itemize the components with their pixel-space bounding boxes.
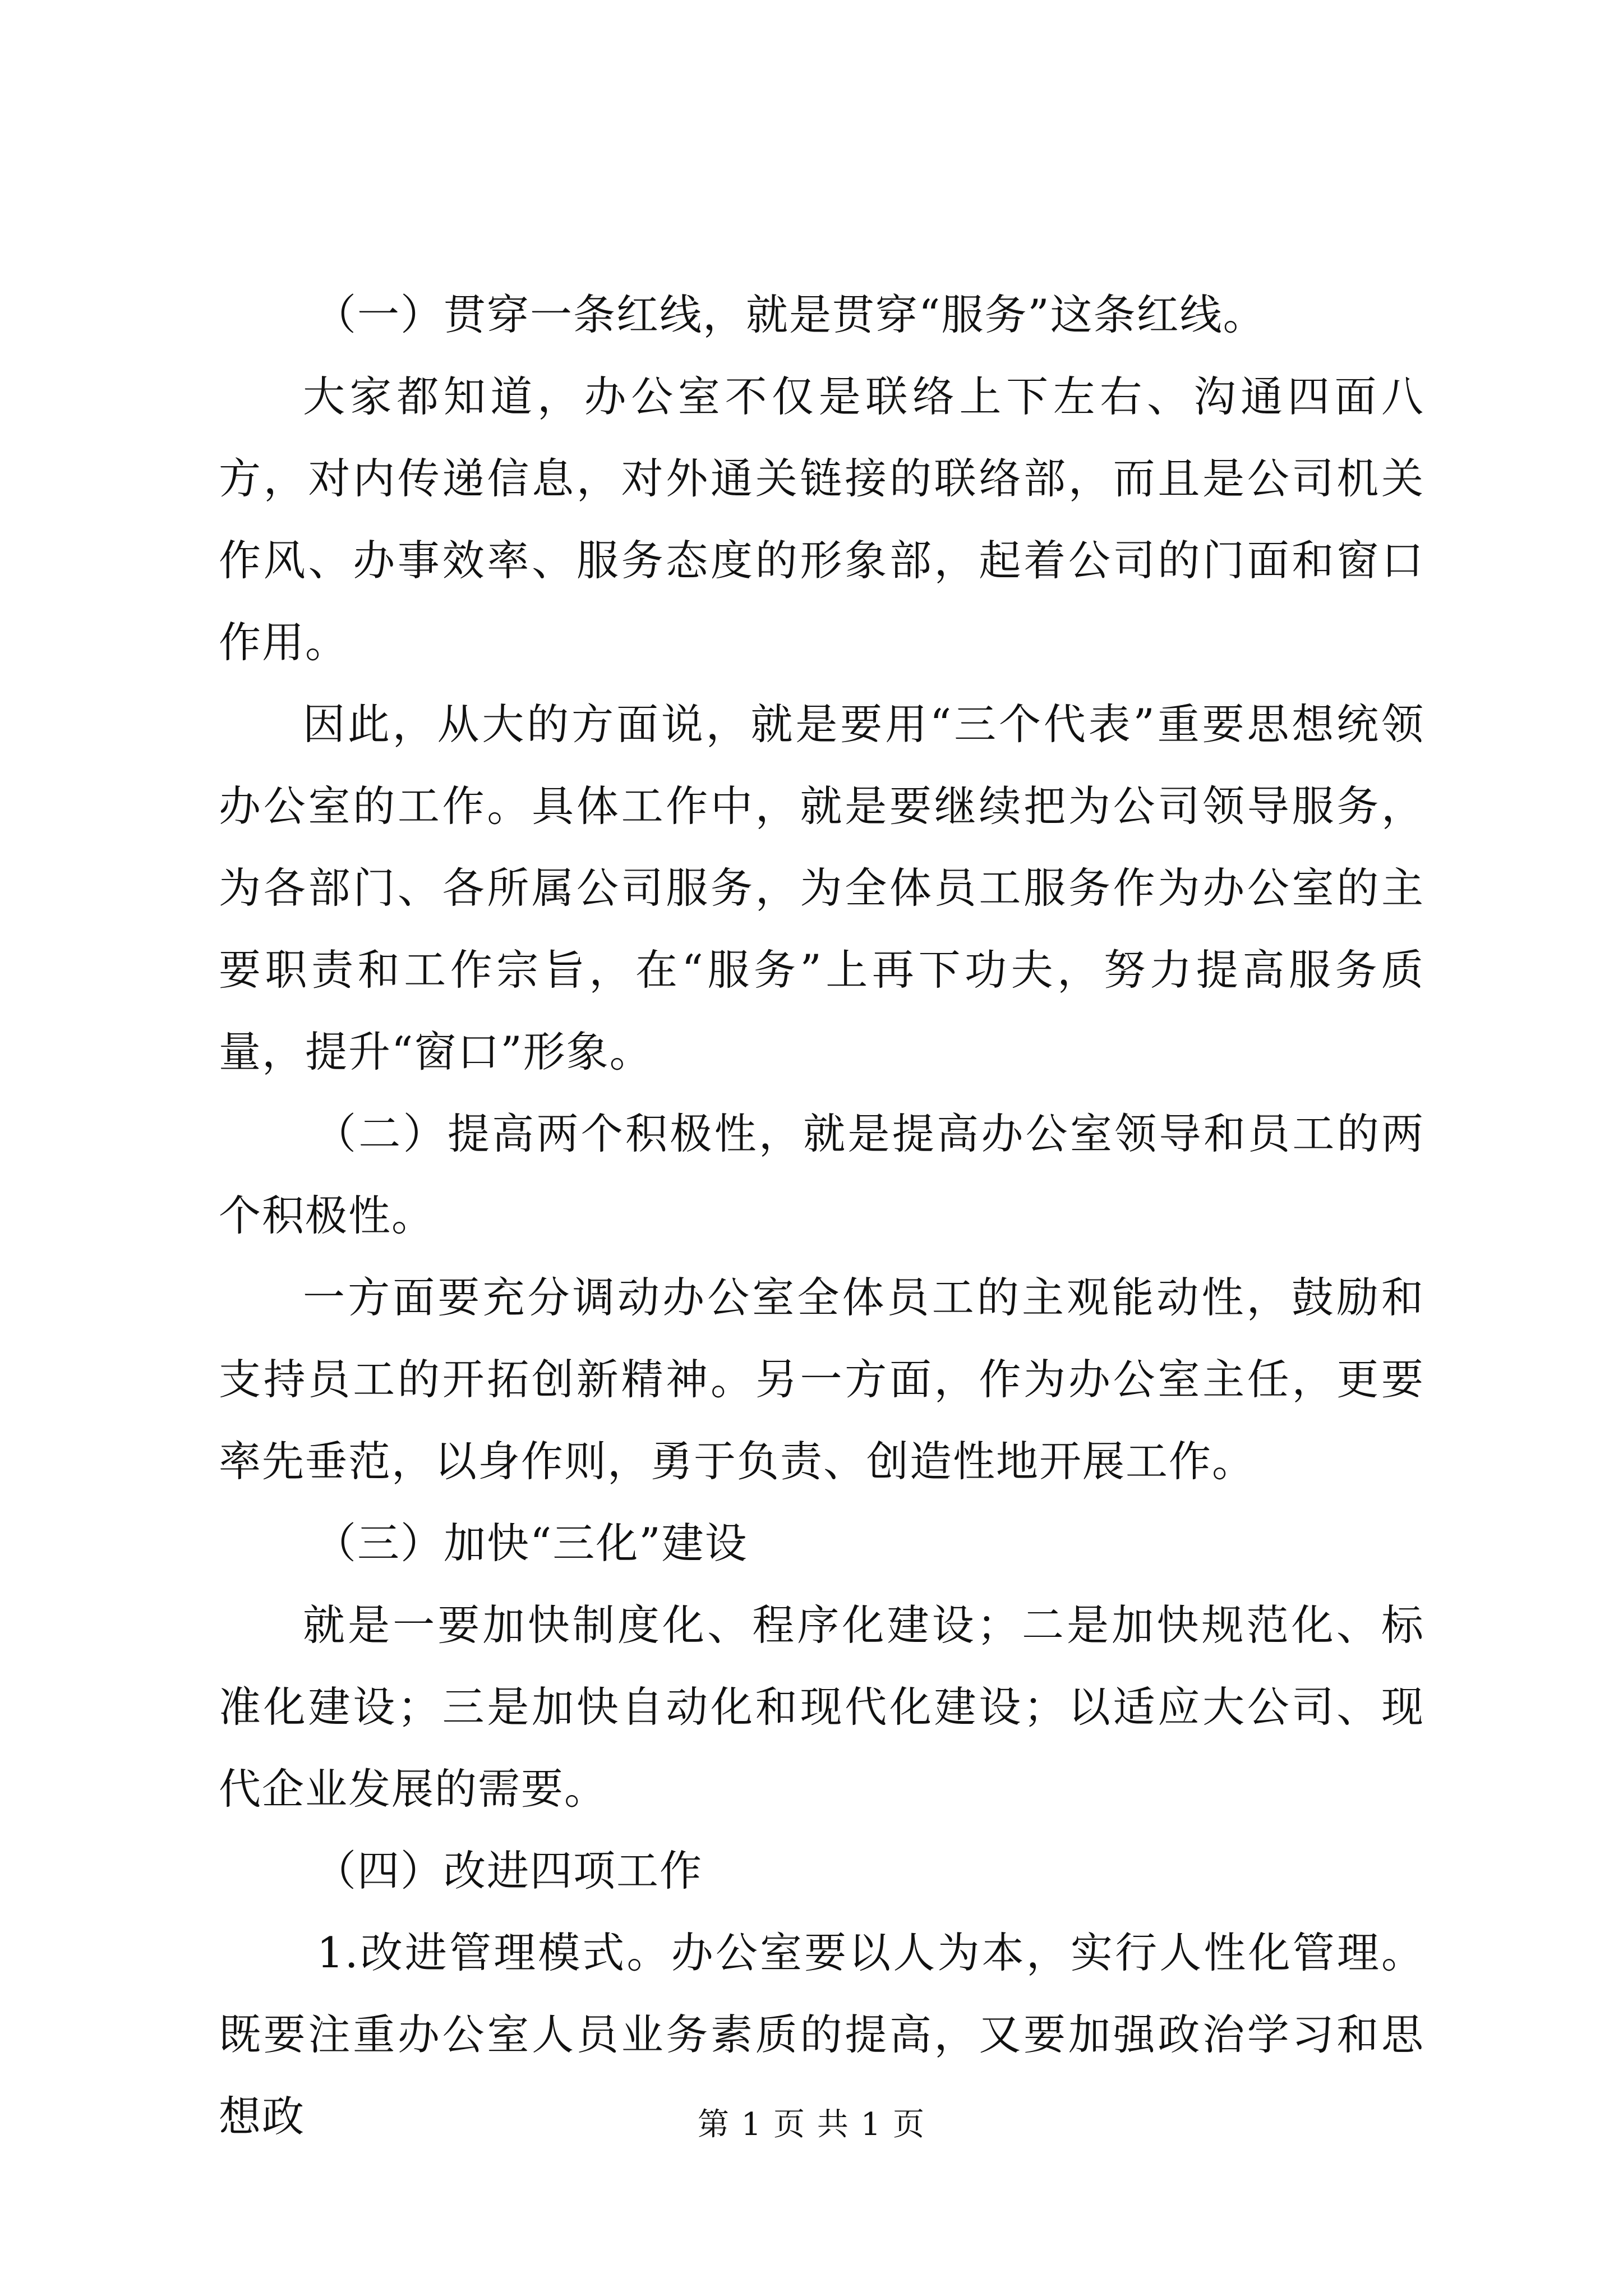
page-footer: 第 1 页 共 1 页 [697, 2106, 926, 2143]
heading-section-4: （四）改进四项工作 [314, 1846, 703, 1895]
heading-section-3: （三）加快“三化”建设 [314, 1519, 748, 1568]
paragraph-2: 因此，从大的方面说，就是要用“三个代表”重要思想统领办公室的工作。具体工作中，就是要继续把为公司领导服务，为各部门、各所属公司服务，为全体员工服务作为办公室的主要职责和工作宗旨，在“服务”上再下功夫，努力提高服务质量，提升“窗口”形象。 [219, 700, 1424, 1076]
paragraph-3: 一方面要充分调动办公室全体员工的主观能动性，鼓励和支持员工的开拓创新精神。另一方面，作为办公室主任，更要率先垂范，以身作则，勇于负责、创造性地开展工作。 [219, 1273, 1424, 1486]
heading-section-1: （一）贯穿一条红线，就是贯穿“服务”这条红线。 [314, 290, 1266, 339]
paragraph-1: 大家都知道，办公室不仅是联络上下左右、沟通四面八方，对内传递信息，对外通关链接的联络部，而且是公司机关作风、办事效率、服务态度的形象部，起着公司的门面和窗口作用。 [219, 372, 1424, 667]
paragraph-5: 1.改进管理模式。办公室要以人为本，实行人性化管理。既要注重办公室人员业务素质的提高，又要加强政治学习和思想政 [219, 1928, 1424, 2141]
heading-section-2: （二）提高两个积极性，就是提高办公室领导和员工的两个积极性。 [219, 1109, 1424, 1240]
document-body [219, 274, 1424, 2157]
paragraph-4: 就是一要加快制度化、程序化建设；二是加快规范化、标准化建设；三是加快自动化和现代化建设；以适应大公司、现代企业发展的需要。 [219, 1600, 1424, 1814]
